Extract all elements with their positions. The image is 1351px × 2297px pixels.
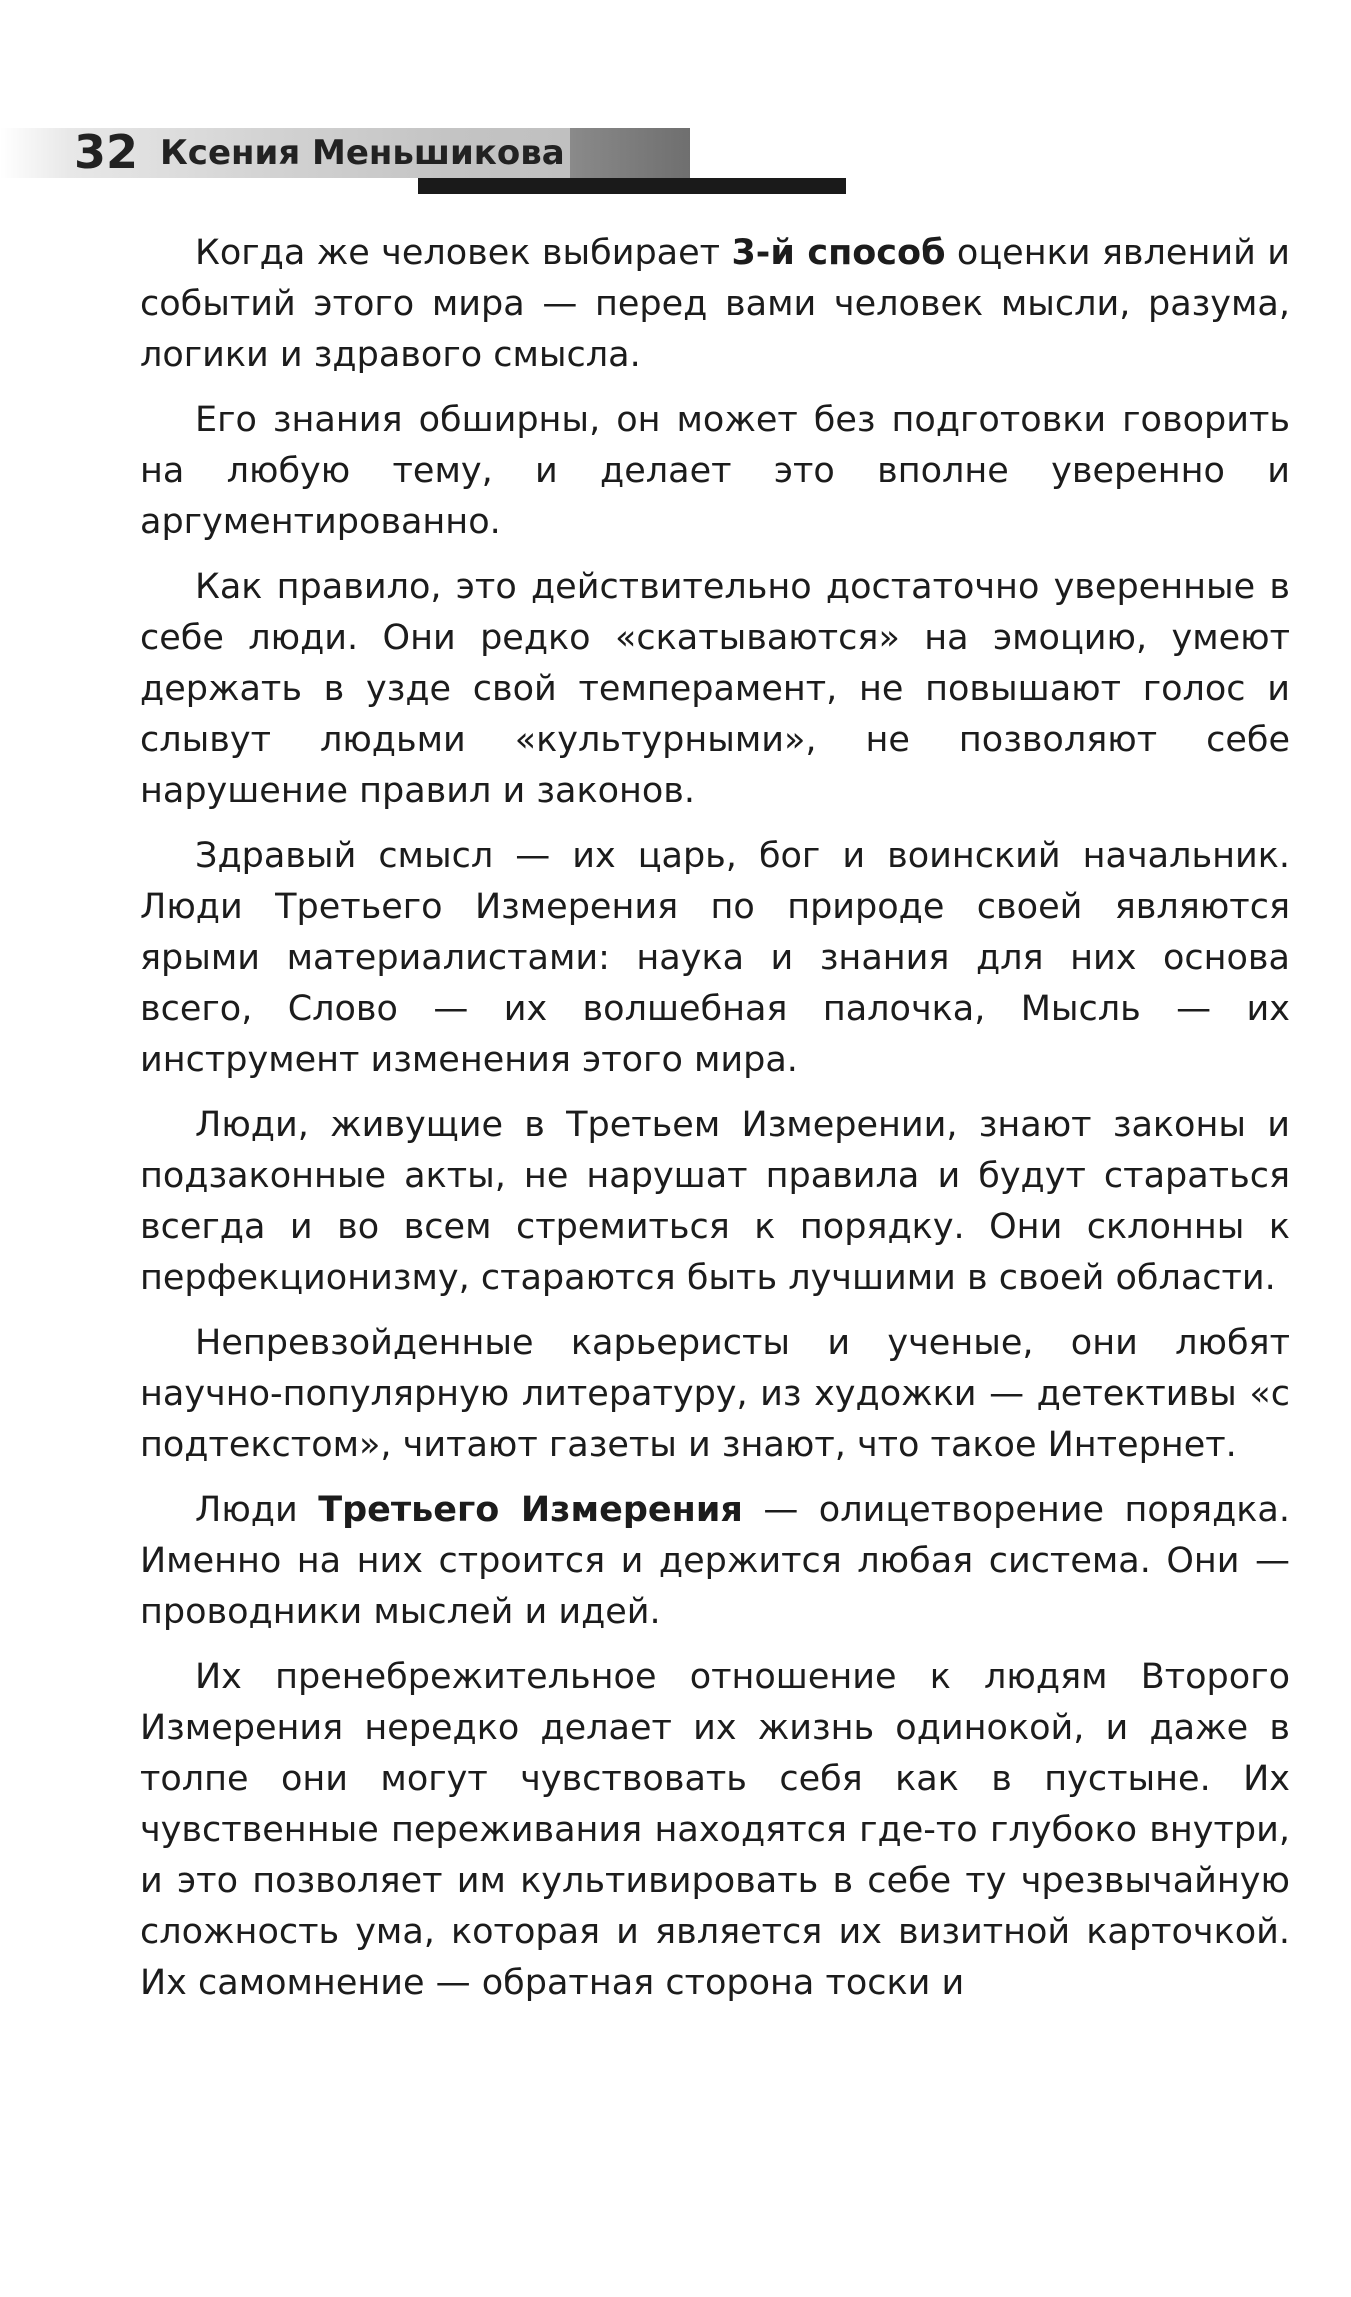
text-segment-bold: 3-й способ	[731, 233, 946, 273]
header-rule	[418, 178, 846, 194]
text-segment: Люди	[195, 1490, 319, 1530]
paragraph	[140, 1652, 1290, 2009]
text-segment-bold: Третьего Измерения	[318, 1490, 743, 1530]
text-segment: Как правило, это действительно достаточно уверенные в себе люди. Они редко «скатываются» на эмоцию, умеют держать в узде свой темперамент, не повышают голос и слывут людьми «культурными», не позволяют себе нарушение правил и законов.	[140, 567, 1290, 811]
text-segment: Его знания обширны, он может без подготовки говорить на любую тему, и делает это вполне уверенно и аргументированно.	[140, 400, 1290, 542]
paragraph	[140, 1100, 1290, 1304]
text-segment: — олицетворение порядка. Именно на них строится и держится любая система. Они — проводники мыслей и идей.	[140, 1490, 1290, 1632]
paragraph	[140, 395, 1290, 548]
paragraph	[140, 228, 1290, 381]
running-head-author: Ксения Меньшикова	[160, 133, 565, 173]
text-segment: Непревзойденные карьеристы и ученые, они любят научно-популярную литературу, из художки — детективы «с подтекстом», читают газеты и знают, что такое Интернет.	[140, 1323, 1290, 1465]
paragraph	[140, 1318, 1290, 1471]
header-dark-block	[570, 128, 690, 178]
page-number: 32	[74, 125, 139, 179]
text-segment: Здравый смысл — их царь, бог и воинский начальник. Люди Третьего Измерения по природе своей являются ярыми материалистами: наука и знания для них основа всего, Слово — их волшебная палочка, Мысль — их инструмент изменения этого мира.	[140, 836, 1290, 1080]
paragraph	[140, 1485, 1290, 1638]
text-segment: Люди, живущие в Третьем Измерении, знают законы и подзаконные акты, не нарушат правила и будут стараться всегда и во всем стремиться к порядку. Они склонны к перфекционизму, стараются быть лучшими в своей области.	[140, 1105, 1290, 1298]
text-segment: оценки явлений и событий этого мира — перед вами человек мысли, разума, логики и здравого смысла.	[140, 233, 1290, 375]
paragraph	[140, 562, 1290, 817]
text-segment: Когда же человек выбирает	[195, 233, 732, 273]
paragraph	[140, 831, 1290, 1086]
text-segment: Их пренебрежительное отношение к людям Второго Измерения нередко делает их жизнь одинокой, и даже в толпе они могут чувствовать себя как в пустыне. Их чувственные переживания находятся где-то глубоко внутри, и это позволяет им культивировать в себе ту чрезвычайную сложность ума, которая и является их визитной карточкой. Их самомнение — обратная сторона тоски и	[140, 1657, 1290, 2003]
body-text	[140, 228, 1290, 2023]
